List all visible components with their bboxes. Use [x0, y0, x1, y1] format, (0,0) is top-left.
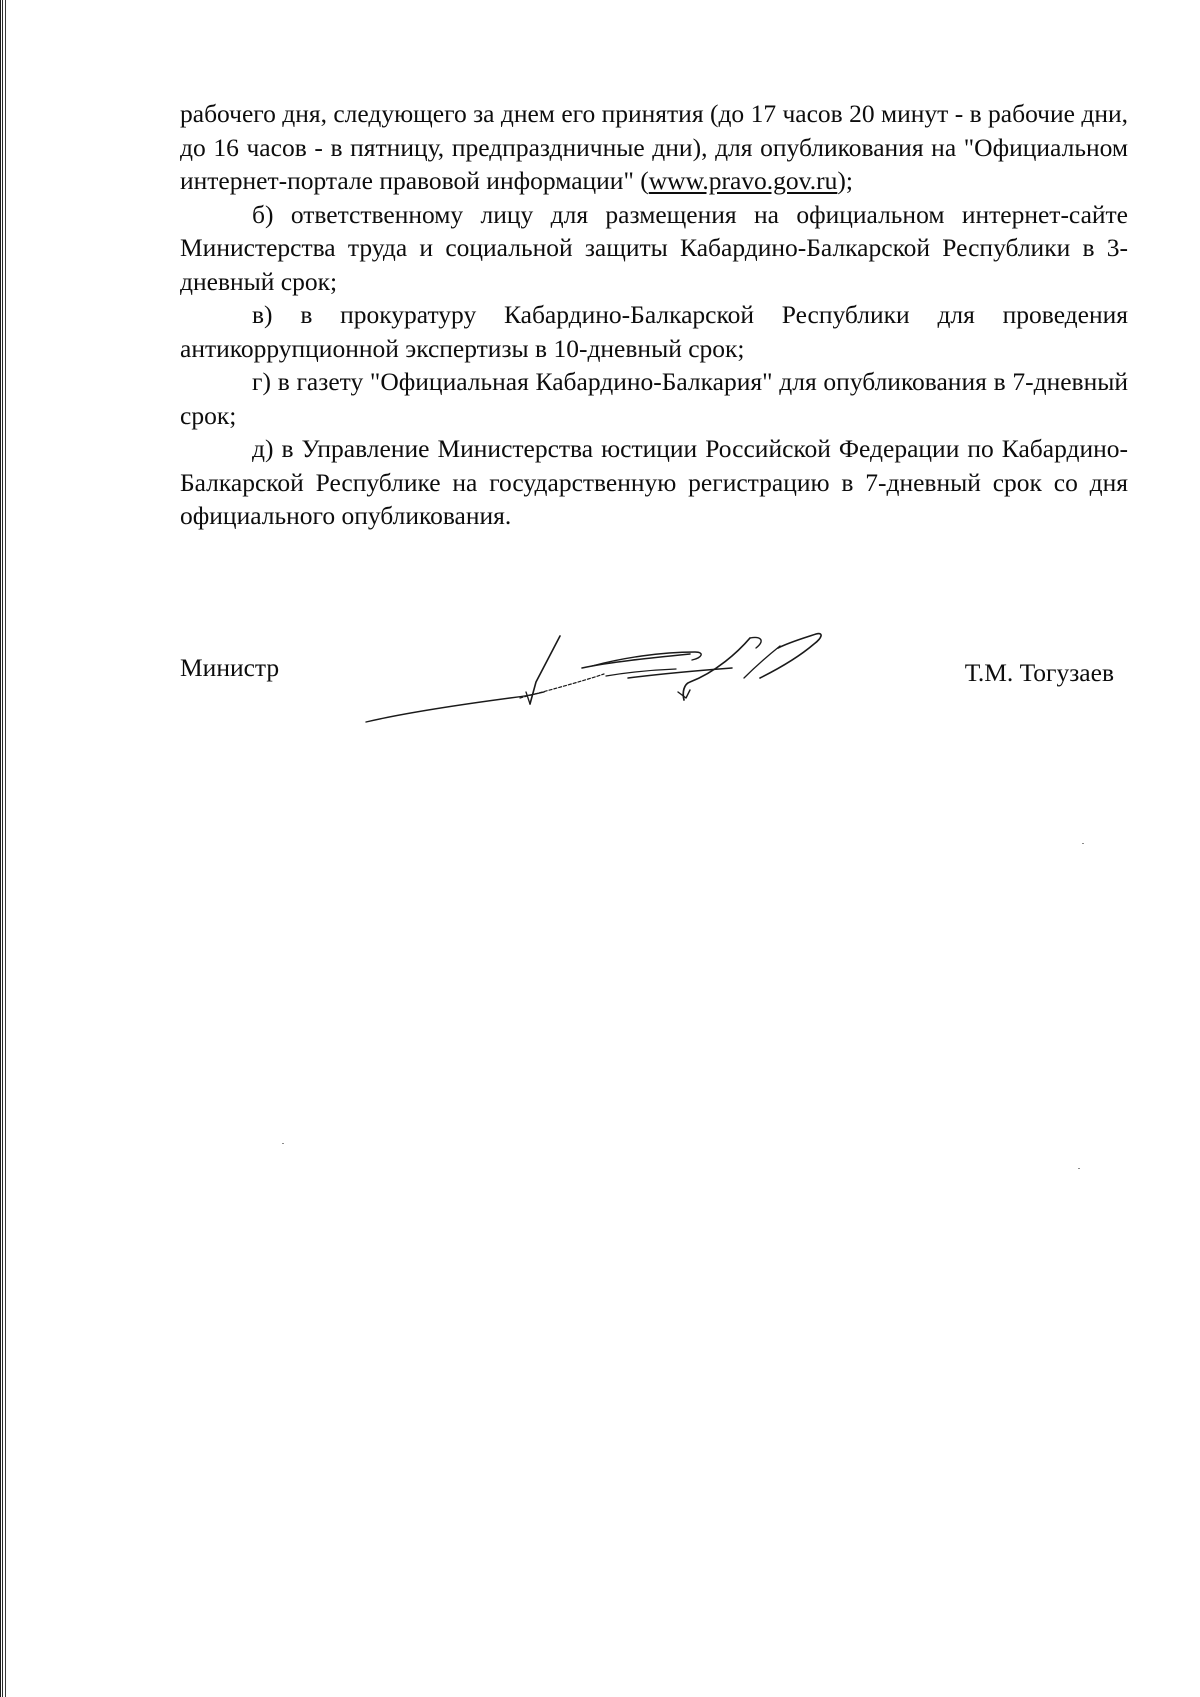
paragraph-item-b: б) ответственному лицу для размещения на официальном интернет-сайте Министерства труда и социальной защиты Кабардино-Балкарской Республики в 3-дневный срок; [180, 199, 1128, 296]
scan-left-border [0, 0, 8, 1697]
document-body [180, 97, 1128, 533]
signature-block [180, 640, 1128, 750]
signer-name: Т.М. Тогузаев [964, 658, 1114, 687]
signer-title: Министр [180, 653, 280, 682]
paragraph-item-g: г) в газету "Официальная Кабардино-Балкария" для опубликования в 7-дневный срок; [180, 367, 1128, 430]
scan-speck [1078, 1168, 1080, 1169]
paragraph-text: ); [837, 166, 853, 195]
paragraph-continuation [180, 97, 1128, 198]
handwritten-signature [360, 622, 840, 737]
scan-speck [1082, 843, 1084, 844]
pravo-url-link[interactable]: www.pravo.gov.ru [648, 166, 838, 195]
scan-speck [282, 1143, 284, 1144]
paragraph-item-v: в) в прокуратуру Кабардино-Балкарской Республики для проведения антикоррупционной экспертизы в 10-дневный срок; [180, 300, 1128, 363]
paragraph-text: рабочего дня, следующего за днем его принятия (до 17 часов 20 минут - в рабочие дни, до 16 часов - в пятницу, предпраздничные дни), для опубликования на "Официальном интернет-портале правовой информации" ( [180, 99, 1128, 195]
paragraph-item-d: д) в Управление Министерства юстиции Российской Федерации по Кабардино-Балкарской Республике на государственную регистрацию в 7-дневный срок со дня официального опубликования. [180, 434, 1128, 530]
